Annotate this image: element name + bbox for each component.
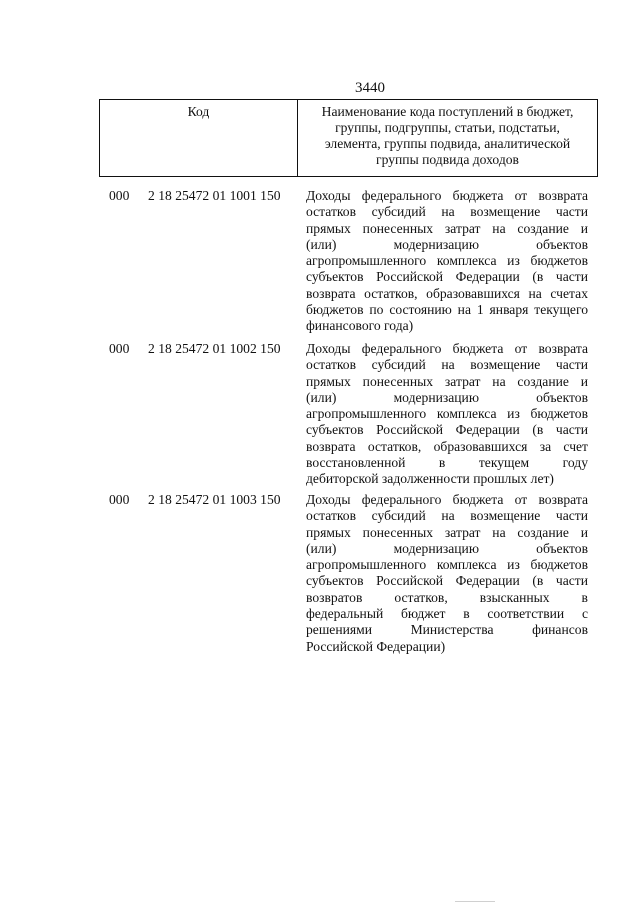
description-word: объектов [536, 540, 588, 556]
revenue-description [306, 341, 588, 488]
description-line: остатков субсидий на возмещение части [306, 508, 588, 524]
description-word: в [581, 589, 588, 605]
description-word: (или) [306, 540, 337, 556]
description-word: (или) [306, 236, 337, 252]
description-word: восстановленной [306, 455, 406, 471]
description-line: субъектов Российской Федерации (в части [306, 422, 588, 438]
description-line [306, 237, 588, 253]
admin-code: 000 [109, 188, 130, 203]
description-line: агропромышленного комплекса из бюджетов [306, 406, 588, 422]
description-word: (или) [306, 389, 337, 405]
description-line [306, 541, 588, 557]
description-line: Российской Федерации) [306, 638, 446, 654]
description-word: модернизацию [393, 389, 479, 405]
description-word: году [562, 455, 588, 471]
description-line: Доходы федерального бюджета от возврата [306, 188, 588, 203]
budget-classification-code: 2 18 25472 01 1003 150 [148, 492, 281, 507]
table-header [99, 99, 598, 177]
description-word: Министерства [410, 622, 494, 638]
description-line: прямых понесенных затрат на создание и [306, 220, 588, 236]
description-line: Доходы федерального бюджета от возврата [306, 492, 588, 507]
description-line: остатков субсидий на возмещение части [306, 204, 588, 220]
description-line: дебиторской задолженности прошлых лет) [306, 471, 554, 487]
header-name-line: элемента, группы подвида, аналитической [324, 136, 571, 151]
description-word: решениями [306, 622, 373, 638]
description-line: возврата остатков, образовавшихся за счет [306, 438, 588, 454]
description-line: прямых понесенных затрат на создание и [306, 373, 588, 389]
description-line [306, 622, 588, 638]
description-line: прямых понесенных затрат на создание и [306, 524, 588, 540]
description-word: финансов [532, 622, 588, 638]
revenue-description [306, 188, 588, 335]
description-line [306, 590, 588, 606]
header-name-line: группы подвида доходов [376, 152, 519, 167]
description-word: возвратов [306, 589, 363, 605]
description-line: Доходы федерального бюджета от возврата [306, 341, 588, 356]
description-line [306, 390, 588, 406]
description-word: объектов [536, 236, 588, 252]
description-line: субъектов Российской Федерации (в части [306, 573, 588, 589]
description-line [306, 455, 588, 471]
budget-classification-code: 2 18 25472 01 1002 150 [148, 341, 281, 356]
description-line: финансового года) [306, 318, 414, 334]
description-word: модернизацию [393, 540, 479, 556]
description-word: в [438, 455, 446, 471]
page-number: 3440 [355, 80, 385, 96]
description-line: федеральный бюджет в соответствии с [306, 606, 588, 622]
description-word: остатков, [394, 589, 448, 605]
header-name-cell [298, 100, 597, 176]
description-line: агропромышленного комплекса из бюджетов [306, 253, 588, 269]
description-word: объектов [536, 389, 588, 405]
admin-code: 000 [109, 492, 130, 507]
description-line: агропромышленного комплекса из бюджетов [306, 557, 588, 573]
header-code-cell: Код [100, 100, 298, 176]
header-name-line: Наименование кода поступлений в бюджет, [321, 104, 574, 119]
description-word: текущем [478, 455, 530, 471]
header-name-line: группы, подгруппы, статьи, подстатьи, [335, 120, 560, 135]
description-line: бюджетов по состоянию на 1 января текущего [306, 302, 588, 318]
description-line: остатков субсидий на возмещение части [306, 357, 588, 373]
budget-classification-code: 2 18 25472 01 1001 150 [148, 188, 281, 203]
revenue-description [306, 492, 588, 655]
description-line: субъектов Российской Федерации (в части [306, 269, 588, 285]
description-line: возврата остатков, образовавшихся на счетах [306, 285, 588, 301]
description-word: взысканных [479, 589, 550, 605]
description-word: модернизацию [393, 236, 479, 252]
scan-artifact-line [455, 901, 495, 902]
admin-code: 000 [109, 341, 130, 356]
